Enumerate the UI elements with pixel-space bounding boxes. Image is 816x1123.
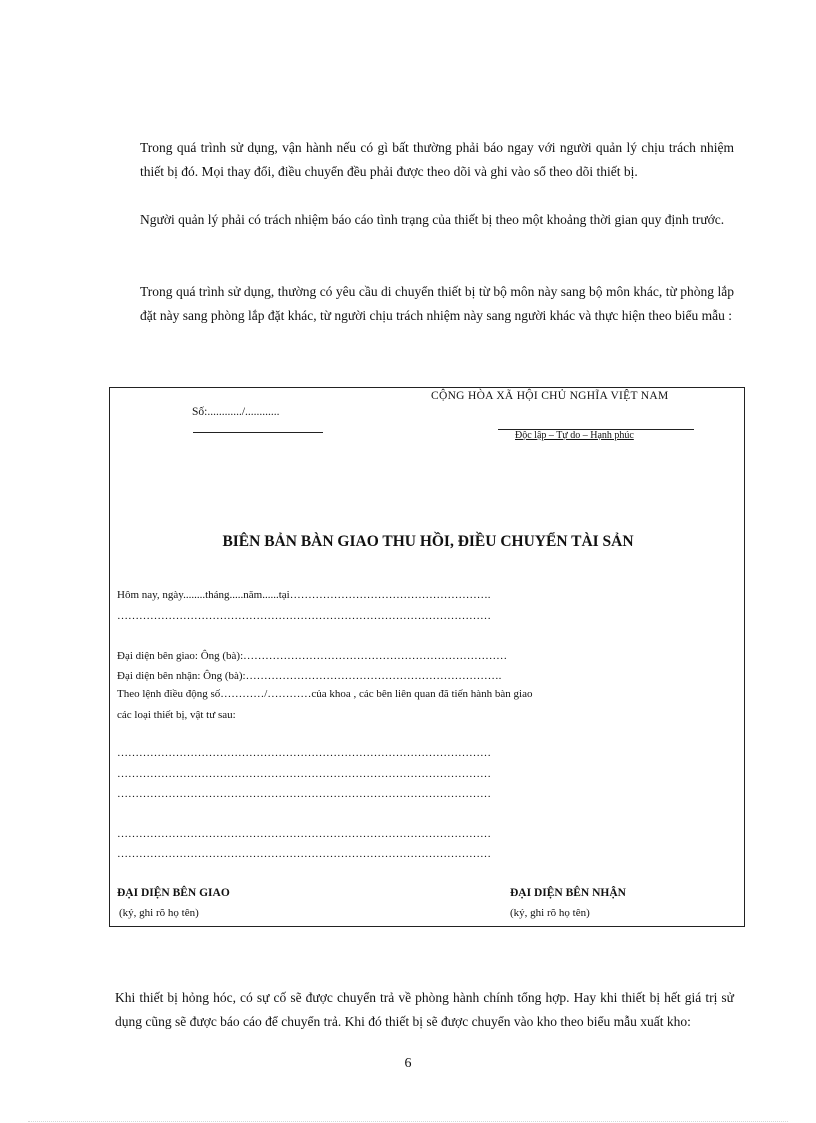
signature-label-giver: ĐẠI DIỆN BÊN GIAO — [117, 887, 230, 899]
form-line-today: Hôm nay, ngày........tháng.....năm......tại………………………………………………. — [117, 589, 491, 601]
form-line-blank: ………………………………………………………………………………………… — [117, 747, 491, 759]
form-document-number: Số:............/............ — [192, 406, 280, 418]
form-line-giver: Đại diện bên giao: Ông (bà):……………………………………………………………… — [117, 650, 508, 662]
signature-note-receiver: (ký, ghi rõ họ tên) — [510, 907, 590, 919]
form-line-blank: ………………………………………………………………………………………… — [117, 768, 491, 780]
form-line-blank: ………………………………………………………………………………………… — [117, 828, 491, 840]
form-line-blank: ………………………………………………………………………………………… — [117, 848, 491, 860]
form-number-rule — [193, 432, 323, 433]
form-motto: Độc lập – Tự do – Hạnh phúc — [515, 430, 634, 441]
page-number: 6 — [404, 1056, 412, 1071]
form-republic-header: CỘNG HÒA XÃ HỘI CHỦ NGHĨA VIỆT NAM — [431, 390, 669, 402]
form-line-blank: ………………………………………………………………………………………… — [117, 610, 491, 622]
form-title: BIÊN BẢN BÀN GIAO THU HỒI, ĐIỀU CHUYỂN TÀI SẢN — [222, 533, 634, 550]
paragraph-manager-responsibility: Người quản lý phải có trách nhiệm báo cáo tình trạng của thiết bị theo một khoảng thời gian quy định trước. — [140, 211, 725, 227]
signature-label-receiver: ĐẠI DIỆN BÊN NHẬN — [510, 887, 626, 899]
signature-note-giver: (ký, ghi rõ họ tên) — [119, 907, 199, 919]
paragraph-usage-reporting: Trong quá trình sử dụng, vận hành nếu có gì bất thường phải báo ngay với người quản lý chịu trách nhiệm thiết bị đó. Mọi thay đổi, điều chuyển đều phải được theo dõi và ghi vào sổ theo dõi thiết bị. — [140, 139, 734, 179]
form-line-receiver: Đại diện bên nhận: Ông (bà):……………………………………………………………. — [117, 670, 502, 682]
form-line-order: Theo lệnh điều động số…………/…………của khoa , các bên liên quan đã tiến hành bàn giao — [117, 688, 533, 700]
form-line-blank: ………………………………………………………………………………………… — [117, 788, 491, 800]
paragraph-return-to-warehouse: Khi thiết bị hỏng hóc, có sự cố sẽ được chuyển trả về phòng hành chính tổng hợp. Hay khi thiết bị hết giá trị sử dụng cũng sẽ được báo cáo để chuyển trả. Khi đó thiết bị sẽ được chuyển vào kho theo biểu mẫu xuất kho: — [115, 989, 734, 1029]
paragraph-transfer-requirement: Trong quá trình sử dụng, thường có yêu cầu di chuyển thiết bị từ bộ môn này sang bộ môn khác, từ phòng lắp đặt này sang phòng lắp đặt khác, từ người chịu trách nhiệm này sang người khác và thực hiện theo biểu mẫu : — [140, 283, 734, 323]
form-line-items: các loại thiết bị, vật tư sau: — [117, 709, 236, 721]
page-bottom-edge — [28, 1121, 788, 1122]
handover-form — [109, 387, 745, 927]
